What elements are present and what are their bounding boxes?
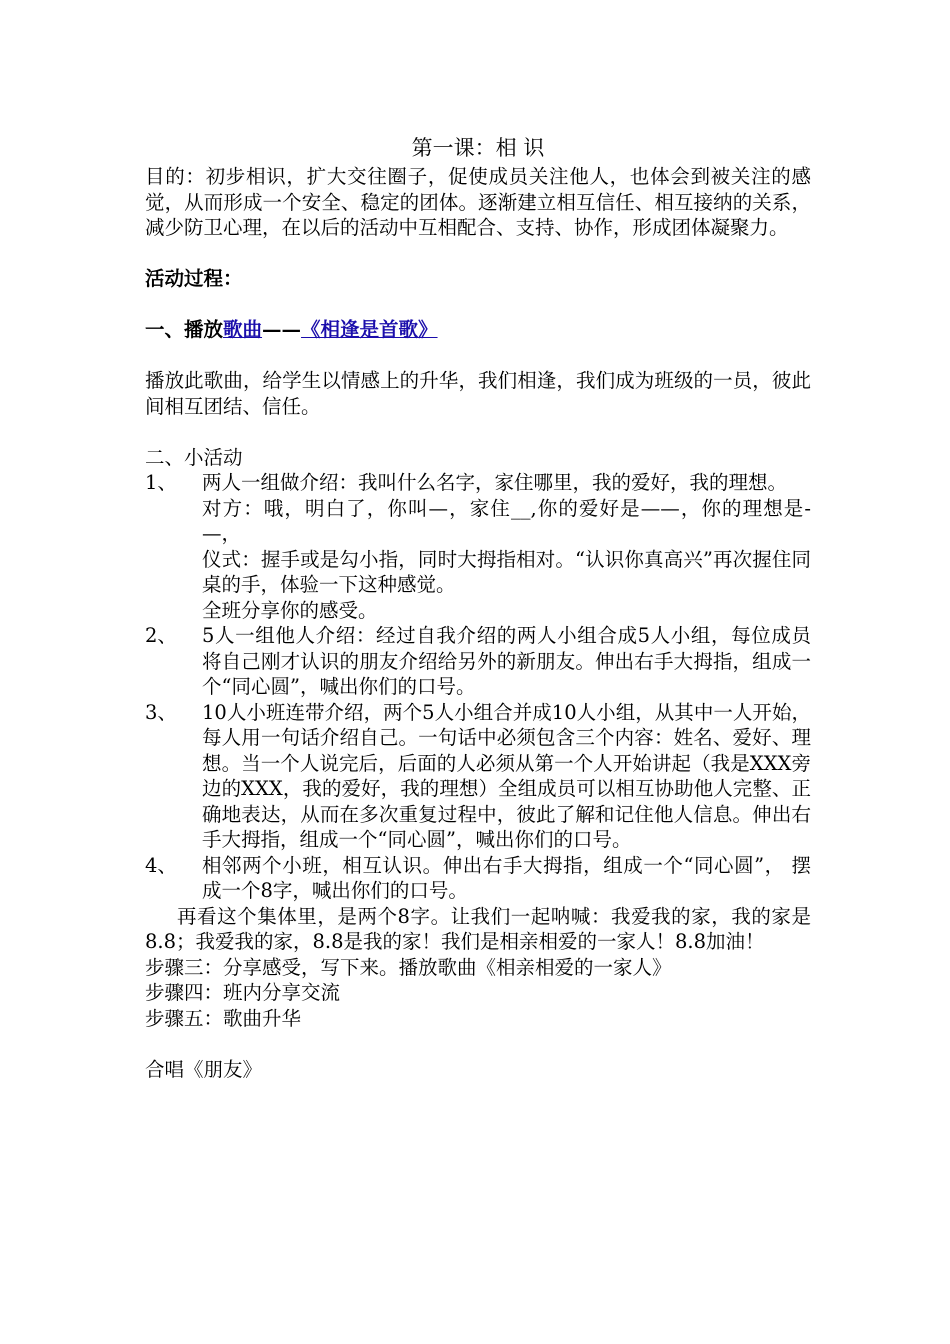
list-item-line: 全班分享你的感受。	[202, 598, 378, 622]
purpose-paragraph: 目的：初步相识，扩大交往圈子，促使成员关注他人，也体会到被关注的感觉，从而形成一个安全、稳定的团体。逐渐建立相互信任、相互接纳的关系，减少防卫心理，在以后的活动中互相配合、支持、协作，形成团体凝聚力。	[145, 165, 811, 239]
page-title: 第一课：相 识	[411, 136, 545, 160]
list-item	[145, 470, 811, 623]
chorus-line: 合唱《朋友》	[145, 1057, 263, 1081]
list-item-number: 4、	[145, 853, 177, 877]
list-item-line: 相邻两个小班，相互认识。伸出右手大拇指，组成一个“同心圆”， 摆成一个8字，喊出你们的口号。	[202, 853, 811, 902]
spacer	[145, 1031, 811, 1057]
spacer	[145, 241, 811, 267]
section1-prefix: 一、播放	[145, 318, 224, 341]
section2-heading: 二、小活动	[145, 445, 243, 469]
section1-text: 播放此歌曲，给学生以情感上的升华，我们相逢，我们成为班级的一员，彼此间相互团结、信任。	[145, 369, 811, 418]
document-page	[145, 134, 811, 1082]
step-four: 步骤四：班内分享交流	[145, 981, 341, 1004]
list-item-body	[202, 470, 811, 623]
list-item	[145, 853, 811, 904]
list-item-line: 两人一组做介绍：我叫什么名字，家住哪里，我的爱好，我的理想。	[202, 471, 788, 494]
song-link[interactable]: 歌曲	[223, 318, 263, 341]
closing-paragraph: 再看这个集体里，是两个8字。让我们一起呐喊：我爱我的家，我的家是8.8；我爱我的家，8.8是我的家！我们是相亲相爱的一家人！8.8加油！	[145, 904, 811, 953]
section1-dash: ——	[262, 318, 302, 341]
list-item-body	[202, 700, 811, 853]
list-item-line: 10人小班连带介绍，两个5人小组合并成10人小组，从其中一人开始，每人用一句话介绍自己。一句话中必须包含三个内容：姓名、爱好、理想。当一个人说完后，后面的人必须从第一个人开始讲起（我是XXX旁边的XXX，我的爱好，我的理想）全组成员可以相互协助他人完整、正确地表达，从而在多次重复过程中，彼此了解和记住他人信息。伸出右手大拇指，组成一个“同心圆”，喊出你们的口号。	[202, 700, 811, 851]
list-item-line: 5人一组他人介绍：经过自我介绍的两人小组合成5人小组，每位成员将自己刚才认识的朋友介绍给另外的新朋友。伸出右手大拇指，组成一个“同心圆”，喊出你们的口号。	[202, 624, 811, 698]
process-heading: 活动过程：	[145, 267, 243, 290]
list-item-number: 3、	[145, 700, 177, 724]
song-title-link[interactable]: 《相逢是首歌》	[301, 318, 438, 341]
section1-heading	[145, 317, 811, 343]
spacer	[145, 292, 811, 318]
list-item	[145, 700, 811, 853]
step-five: 步骤五：歌曲升华	[145, 1006, 302, 1030]
list-item	[145, 623, 811, 700]
list-item-line: 仪式：握手或是勾小指，同时大拇指相对。“认识你真高兴”再次握住同桌的手，体验一下这种感觉。	[202, 547, 811, 596]
spacer	[145, 343, 811, 369]
list-item-number: 2、	[145, 624, 177, 647]
step-three: 步骤三：分享感受，写下来。播放歌曲《相亲相爱的一家人》	[145, 955, 672, 979]
spacer	[145, 419, 811, 445]
list-item-line: 对方：哦，明白了，你叫—，家住__,你的爱好是——，你的理想是-—，	[202, 496, 811, 545]
list-item-body	[202, 853, 811, 904]
list-item-number: 1、	[145, 471, 177, 494]
list-item-body	[202, 623, 811, 700]
